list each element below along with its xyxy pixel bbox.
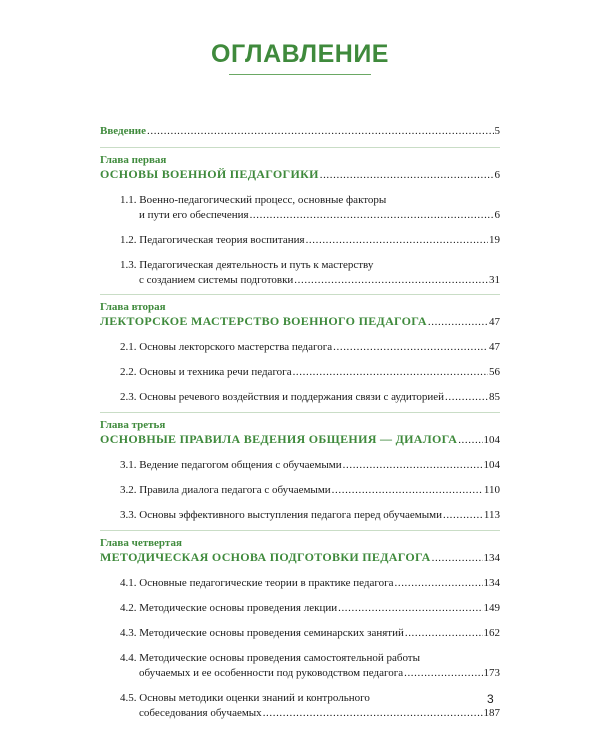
chapter-label: Глава третья	[100, 419, 166, 431]
toc-entry-section-4-3[interactable]	[100, 626, 500, 640]
toc-page-number: 6	[494, 169, 500, 181]
toc-entry-chapter-3[interactable]	[100, 432, 500, 447]
toc-entry-section-4-2[interactable]	[100, 601, 500, 615]
dot-leader	[428, 315, 488, 329]
dot-leader	[147, 124, 493, 138]
section-title: 3.2. Правила диалога педагога с обучаемыми	[120, 484, 331, 496]
chapter-title: МЕТОДИЧЕСКАЯ ОСНОВА ПОДГОТОВКИ ПЕДАГОГА	[100, 550, 431, 564]
toc-entry-section-2-1[interactable]	[100, 340, 500, 354]
dot-leader	[338, 601, 482, 615]
page-title: ОГЛАВЛЕНИЕ	[211, 40, 389, 68]
dot-leader	[445, 390, 488, 404]
section-title: 1.2. Педагогическая теория воспитания	[120, 234, 305, 246]
toc-page-number: 110	[483, 484, 500, 496]
toc-page-number: 187	[483, 707, 500, 719]
toc-entry-section-3-1[interactable]	[100, 458, 500, 472]
section-title: 2.3. Основы речевого воздействия и поддержания связи с аудиторией	[120, 391, 445, 403]
toc-page-number: 113	[483, 509, 500, 521]
section-title: 1.1. Военно-педагогический процесс, основные факторы	[120, 194, 387, 206]
dot-leader	[432, 551, 483, 565]
dot-leader	[294, 273, 488, 287]
chapter-label: Глава четвертая	[100, 537, 182, 549]
section-title: 4.1. Основные педагогические теории в практике педагога	[120, 577, 394, 589]
section-title: 3.3. Основы эффективного выступления педагога перед обучаемыми	[120, 509, 442, 521]
toc-entry-section-2-2[interactable]	[100, 365, 500, 379]
toc-page-number: 56	[489, 366, 500, 378]
section-title-continued: и пути его обеспечения	[139, 209, 249, 221]
toc-entry-section-3-2[interactable]	[100, 483, 500, 497]
toc-page-number: 104	[483, 434, 500, 446]
title-underline	[229, 74, 371, 75]
dot-leader	[250, 208, 494, 222]
dot-leader	[333, 340, 488, 354]
toc-entry-intro[interactable]	[100, 124, 500, 138]
toc-entry-section-4-4[interactable]	[100, 651, 500, 680]
section-title: 4.4. Методические основы проведения самостоятельной работы	[120, 652, 421, 664]
toc-page-number: 31	[489, 274, 500, 286]
chapter-title: ОСНОВНЫЕ ПРАВИЛА ВЕДЕНИЯ ОБЩЕНИЯ — ДИАЛОГА	[100, 432, 458, 446]
toc-page-number: 173	[483, 667, 500, 679]
toc-entry-section-4-1[interactable]	[100, 576, 500, 590]
section-title: 4.5. Основы методики оценки знаний и контрольного	[120, 692, 370, 704]
dot-leader	[405, 626, 483, 640]
toc-page-number: 162	[483, 627, 500, 639]
dot-leader	[343, 458, 483, 472]
toc-entry-chapter-4[interactable]	[100, 550, 500, 565]
toc-page-number: 5	[494, 125, 500, 137]
section-title-continued: обучаемых и ее особенности под руководством педагога	[139, 667, 404, 679]
section-title: 3.1. Ведение педагогом общения с обучаемыми	[120, 459, 342, 471]
divider	[100, 530, 500, 531]
toc-page-number: 19	[489, 234, 500, 246]
section-title-continued: собеседования обучаемых	[139, 707, 262, 719]
toc-entry-chapter-2[interactable]	[100, 314, 500, 329]
dot-leader	[332, 483, 483, 497]
chapter-title: ОСНОВЫ ВОЕННОЙ ПЕДАГОГИКИ	[100, 167, 319, 181]
section-title: 4.2. Методические основы проведения лекции	[120, 602, 338, 614]
chapter-title: ЛЕКТОРСКОЕ МАСТЕРСТВО ВОЕННОГО ПЕДАГОГА	[100, 314, 427, 328]
dot-leader	[306, 233, 488, 247]
toc-entry-section-3-3[interactable]	[100, 508, 500, 522]
page-number: 3	[487, 692, 494, 706]
section-title: 2.2. Основы и техника речи педагога	[120, 366, 292, 378]
toc-page-number: 47	[489, 341, 500, 353]
toc-entry-text: Введение	[100, 125, 147, 137]
dot-leader	[263, 706, 483, 720]
toc-page-number: 6	[494, 209, 500, 221]
dot-leader	[458, 433, 482, 447]
section-title: 4.3. Методические основы проведения семинарских занятий	[120, 627, 404, 639]
toc-entry-section-4-5[interactable]	[100, 691, 500, 720]
toc-page-number: 149	[483, 602, 500, 614]
toc-page-number: 85	[489, 391, 500, 403]
dot-leader	[395, 576, 483, 590]
divider	[100, 294, 500, 295]
toc-page-number: 104	[483, 459, 500, 471]
toc-entry-section-1-3[interactable]	[100, 258, 500, 287]
dot-leader	[320, 168, 494, 182]
toc-entry-chapter-1[interactable]	[100, 167, 500, 182]
toc-page-number: 47	[489, 316, 500, 328]
toc-page-number: 134	[483, 577, 500, 589]
dot-leader	[404, 666, 482, 680]
section-title: 2.1. Основы лекторского мастерства педагога	[120, 341, 333, 353]
table-of-contents	[100, 124, 500, 720]
toc-entry-section-2-3[interactable]	[100, 390, 500, 404]
divider	[100, 147, 500, 148]
toc-entry-section-1-2[interactable]	[100, 233, 500, 247]
section-title-continued: с созданием системы подготовки	[139, 274, 294, 286]
toc-page-number: 134	[483, 552, 500, 564]
section-title: 1.3. Педагогическая деятельность и путь к мастерству	[120, 259, 374, 271]
divider	[100, 412, 500, 413]
chapter-label: Глава вторая	[100, 301, 166, 313]
dot-leader	[443, 508, 483, 522]
toc-entry-section-1-1[interactable]	[100, 193, 500, 222]
chapter-label: Глава первая	[100, 154, 167, 166]
dot-leader	[293, 365, 488, 379]
